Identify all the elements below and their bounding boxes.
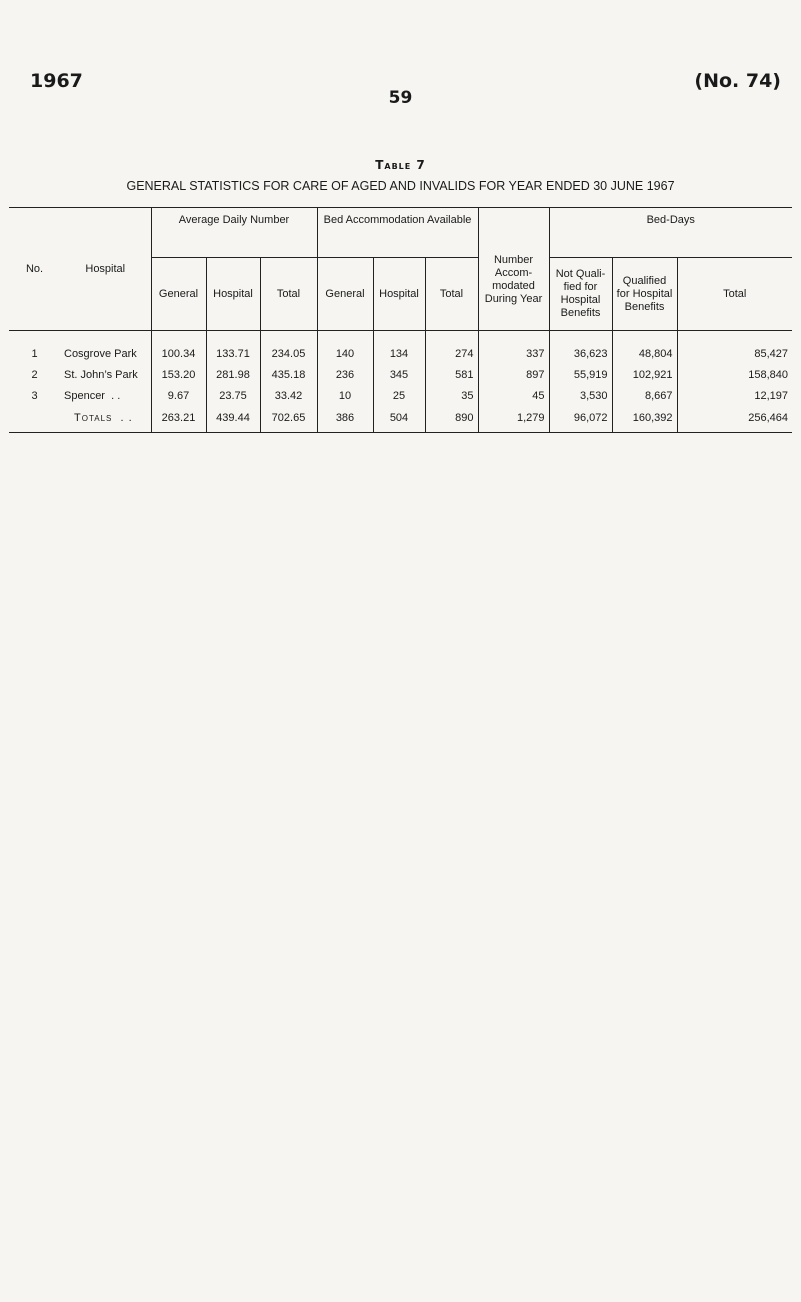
col-header-bed-total: Total — [425, 258, 478, 331]
col-header-number-accommodated: Number Accom- modated During Year — [478, 208, 549, 331]
group-header-avg-daily: Average Daily Number — [151, 208, 317, 258]
cell-avg-hospital: 281.98 — [206, 364, 260, 385]
cell-bed-general: 236 — [317, 364, 373, 385]
group-header-bed-accommodation: Bed Accommodation Available — [317, 208, 478, 258]
cell-avg-general: 153.20 — [151, 364, 206, 385]
cell-no: 3 — [31, 389, 38, 402]
col-header-qualified: Qualified for Hospital Benefits — [612, 258, 677, 331]
cell-accommodated: 337 — [478, 331, 549, 365]
cell-not-qualified: 36,623 — [549, 331, 612, 365]
col-header-no: No. — [9, 208, 60, 331]
totals-row — [9, 406, 792, 426]
col-header-bed-hospital: Hospital — [373, 258, 425, 331]
cell-bed-general: 10 — [317, 385, 373, 406]
cell-bed-total: 581 — [425, 364, 478, 385]
statistics-table — [9, 207, 792, 433]
col-header-days-total: Total — [677, 258, 792, 331]
cell-days-total: 12,197 — [677, 385, 792, 406]
col-header-hospital: Hospital — [60, 208, 151, 331]
cell-bed-hospital: 345 — [373, 364, 425, 385]
total-days-total: 256,464 — [677, 406, 792, 426]
total-bed-hospital: 504 — [373, 406, 425, 426]
page-header-year: 1967 — [30, 70, 83, 92]
cell-qualified: 48,804 — [612, 331, 677, 365]
page-header-number: (No. 74) — [694, 70, 781, 92]
cell-days-total: 158,840 — [677, 364, 792, 385]
total-not-qualified: 96,072 — [549, 406, 612, 426]
table-title: GENERAL STATISTICS FOR CARE OF AGED AND INVALIDS FOR YEAR ENDED 30 JUNE 1967 — [126, 179, 675, 193]
cell-bed-total: 35 — [425, 385, 478, 406]
col-header-not-qualified: Not Quali- fied for Hospital Benefits — [549, 258, 612, 331]
col-header-bed-general: General — [317, 258, 373, 331]
total-bed-total: 890 — [425, 406, 478, 426]
cell-bed-general: 140 — [317, 331, 373, 365]
cell-bed-total: 274 — [425, 331, 478, 365]
total-accommodated: 1,279 — [478, 406, 549, 426]
cell-days-total: 85,427 — [677, 331, 792, 365]
col-header-avg-total: Total — [260, 258, 317, 331]
col-header-avg-general: General — [151, 258, 206, 331]
cell-avg-total: 234.05 — [260, 331, 317, 365]
table-row — [9, 385, 792, 406]
cell-avg-general: 100.34 — [151, 331, 206, 365]
page-number: 59 — [388, 88, 413, 108]
cell-qualified: 8,667 — [612, 385, 677, 406]
total-avg-general: 263.21 — [151, 406, 206, 426]
table-row — [9, 364, 792, 385]
table-row — [9, 331, 792, 365]
cell-bed-hospital: 25 — [373, 385, 425, 406]
cell-hospital: Spencer . . — [64, 389, 121, 402]
cell-not-qualified: 55,919 — [549, 364, 612, 385]
cell-accommodated: 45 — [478, 385, 549, 406]
cell-avg-general: 9.67 — [151, 385, 206, 406]
cell-bed-hospital: 134 — [373, 331, 425, 365]
cell-qualified: 102,921 — [612, 364, 677, 385]
cell-hospital: St. John’s Park — [64, 368, 138, 381]
cell-not-qualified: 3,530 — [549, 385, 612, 406]
total-bed-general: 386 — [317, 406, 373, 426]
totals-label: Totals . . — [74, 412, 133, 424]
total-qualified: 160,392 — [612, 406, 677, 426]
total-avg-total: 702.65 — [260, 406, 317, 426]
cell-no: 1 — [31, 347, 38, 360]
cell-avg-hospital: 133.71 — [206, 331, 260, 365]
cell-avg-total: 435.18 — [260, 364, 317, 385]
cell-hospital: Cosgrove Park — [64, 347, 137, 360]
cell-accommodated: 897 — [478, 364, 549, 385]
group-header-bed-days: Bed-Days — [549, 208, 792, 258]
cell-avg-hospital: 23.75 — [206, 385, 260, 406]
total-avg-hospital: 439.44 — [206, 406, 260, 426]
cell-no: 2 — [31, 368, 38, 381]
cell-avg-total: 33.42 — [260, 385, 317, 406]
col-header-avg-hospital: Hospital — [206, 258, 260, 331]
table-label: Table 7 — [375, 158, 426, 172]
